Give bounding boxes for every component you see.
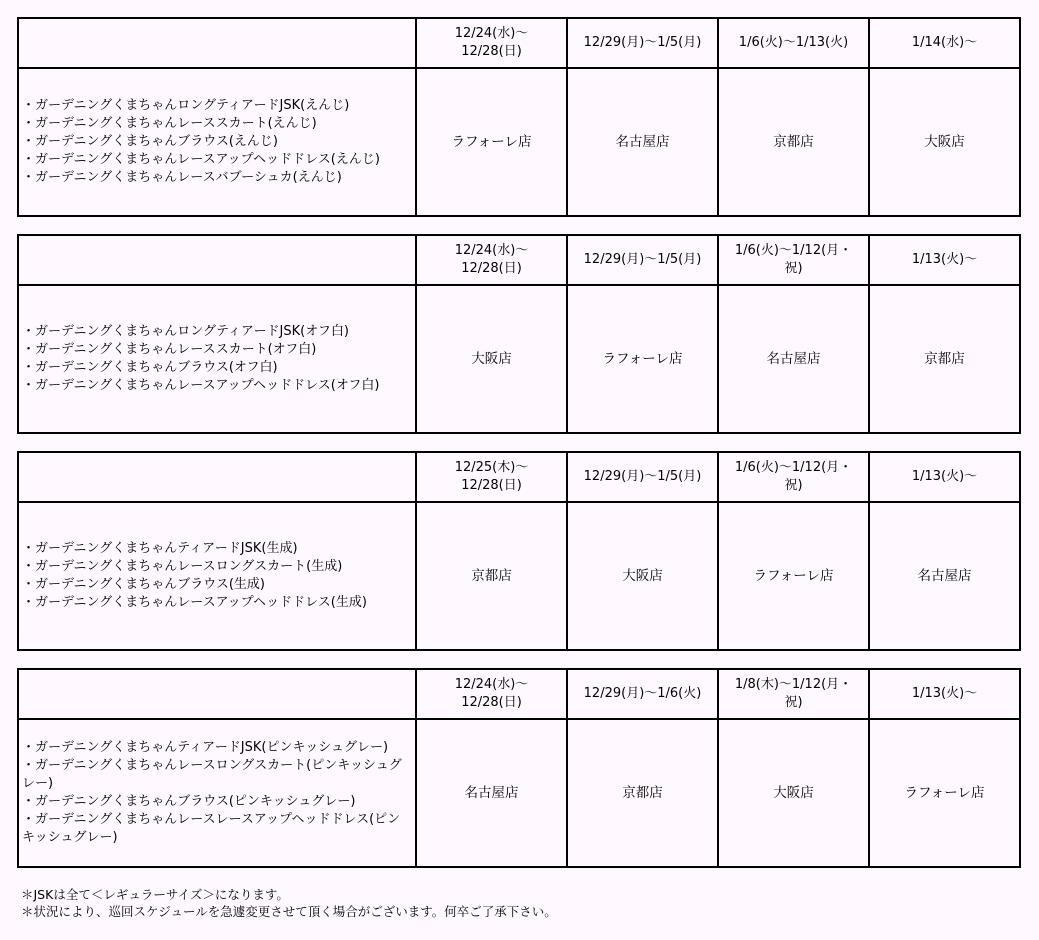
- header-blank-cell: [18, 669, 416, 719]
- date-range-cell: 12/29(月)～1/5(月): [567, 18, 718, 68]
- store-cell: 名古屋店: [869, 502, 1020, 650]
- date-range-cell: 12/29(月)～1/6(火): [567, 669, 718, 719]
- date-range-cell: 1/6(火)～1/13(火): [718, 18, 869, 68]
- product-list-cell: [18, 68, 416, 216]
- date-range-cell: 1/13(火)～: [869, 452, 1020, 502]
- store-cell: 京都店: [567, 719, 718, 867]
- schedule-table: [17, 234, 1021, 434]
- store-cell: ラフォーレ店: [869, 719, 1020, 867]
- header-blank-cell: [18, 452, 416, 502]
- store-cell: 名古屋店: [567, 68, 718, 216]
- product-list-cell: [18, 285, 416, 433]
- date-range-cell: 12/24(水)～ 12/28(日): [416, 235, 567, 285]
- product-item: ・ガーデニングくまちゃんティアードJSK(ピンキッシュグレー): [22, 740, 389, 755]
- product-item: ・ガーデニングくまちゃんブラウス(ピンキッシュグレー): [22, 794, 356, 809]
- note-jsk-size: ＊JSKは全て＜レギュラーサイズ＞になります。: [21, 887, 289, 902]
- notes: [21, 886, 557, 920]
- product-item: ・ガーデニングくまちゃんレースアップヘッドドレス(生成): [22, 595, 367, 610]
- store-cell: 京都店: [416, 502, 567, 650]
- store-cell: ラフォーレ店: [416, 68, 567, 216]
- store-cell: 名古屋店: [416, 719, 567, 867]
- product-item: ・ガーデニングくまちゃんレースロングスカート(ピンキッシュグレー): [22, 758, 402, 791]
- store-cell: ラフォーレ店: [718, 502, 869, 650]
- store-cell: ラフォーレ店: [567, 285, 718, 433]
- date-range-cell: 12/25(木)～ 12/28(日): [416, 452, 567, 502]
- date-range-cell: 12/24(水)～ 12/28(日): [416, 18, 567, 68]
- product-item: ・ガーデニングくまちゃんロングティアードJSK(えんじ): [22, 98, 350, 113]
- store-cell: 大阪店: [567, 502, 718, 650]
- date-range-cell: 12/29(月)～1/5(月): [567, 452, 718, 502]
- schedule-table: [17, 451, 1021, 651]
- schedule-table: [17, 668, 1021, 868]
- date-range-cell: 1/6(火)～1/12(月・ 祝): [718, 235, 869, 285]
- date-range-cell: 1/6(火)～1/12(月・ 祝): [718, 452, 869, 502]
- product-item: ・ガーデニングくまちゃんブラウス(オフ白): [22, 360, 278, 375]
- store-cell: 名古屋店: [718, 285, 869, 433]
- date-range-cell: 12/24(水)～ 12/28(日): [416, 669, 567, 719]
- product-item: ・ガーデニングくまちゃんティアードJSK(生成): [22, 541, 298, 556]
- store-cell: 大阪店: [718, 719, 869, 867]
- product-item: ・ガーデニングくまちゃんレースアップヘッドドレス(えんじ): [22, 152, 380, 167]
- schedule-table: [17, 17, 1021, 217]
- header-blank-cell: [18, 18, 416, 68]
- product-item: ・ガーデニングくまちゃんロングティアードJSK(オフ白): [22, 324, 349, 339]
- store-cell: 大阪店: [416, 285, 567, 433]
- store-cell: 京都店: [869, 285, 1020, 433]
- date-range-cell: 1/13(火)～: [869, 669, 1020, 719]
- product-list-cell: [18, 719, 416, 867]
- store-cell: 大阪店: [869, 68, 1020, 216]
- product-item: ・ガーデニングくまちゃんレースレースアップヘッドドレス(ピンキッシュグレー): [22, 812, 401, 845]
- note-schedule-change: ＊状況により、巡回スケジュールを急遽変更させて頂く場合がございます。何卒ご了承下さい。: [21, 904, 557, 919]
- product-item: ・ガーデニングくまちゃんレーススカート(えんじ): [22, 116, 317, 131]
- product-list-cell: [18, 502, 416, 650]
- product-item: ・ガーデニングくまちゃんレースバブーシュカ(えんじ): [22, 170, 342, 185]
- date-range-cell: 1/8(木)～1/12(月・ 祝): [718, 669, 869, 719]
- product-item: ・ガーデニングくまちゃんレースロングスカート(生成): [22, 559, 343, 574]
- store-cell: 京都店: [718, 68, 869, 216]
- product-item: ・ガーデニングくまちゃんブラウス(えんじ): [22, 134, 278, 149]
- product-item: ・ガーデニングくまちゃんレーススカート(オフ白): [22, 342, 317, 357]
- header-blank-cell: [18, 235, 416, 285]
- date-range-cell: 1/14(水)～: [869, 18, 1020, 68]
- date-range-cell: 12/29(月)～1/5(月): [567, 235, 718, 285]
- date-range-cell: 1/13(火)～: [869, 235, 1020, 285]
- product-item: ・ガーデニングくまちゃんレースアップヘッドドレス(オフ白): [22, 378, 380, 393]
- product-item: ・ガーデニングくまちゃんブラウス(生成): [22, 577, 265, 592]
